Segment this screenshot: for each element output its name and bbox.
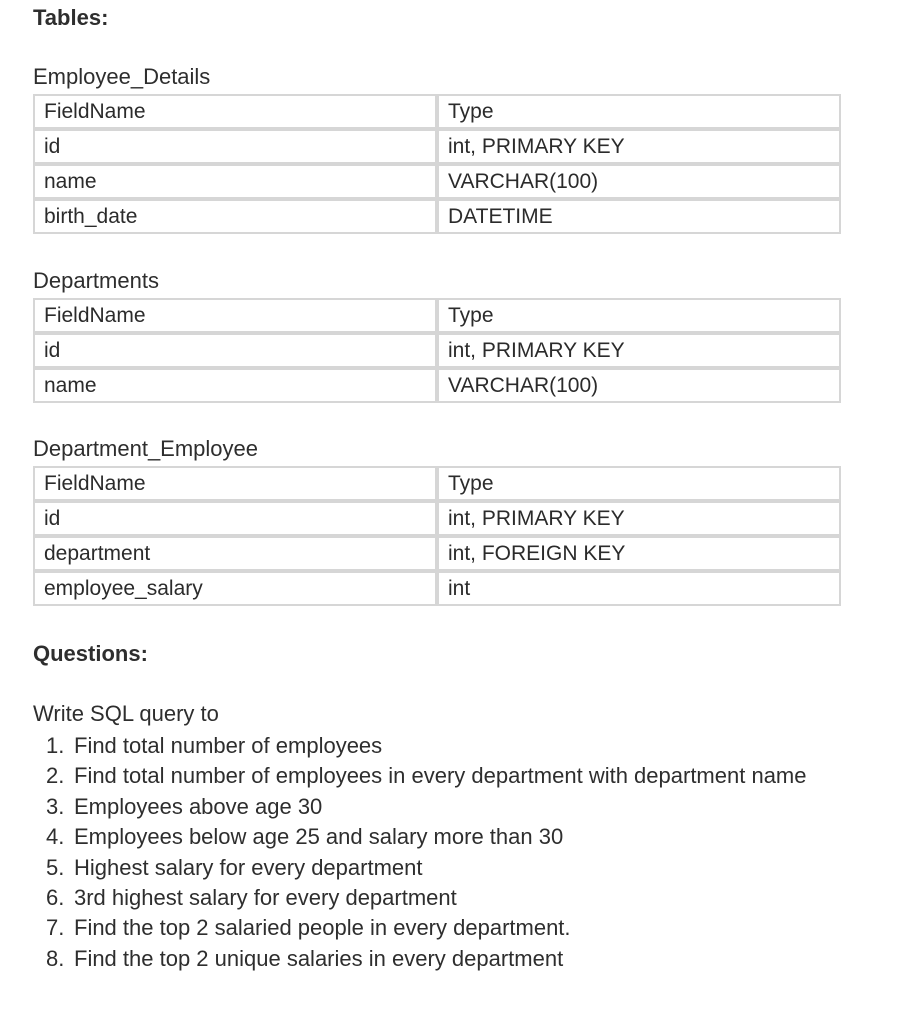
field-name-cell: name: [33, 164, 437, 199]
field-name-cell: birth_date: [33, 199, 437, 234]
list-item-text: Find total number of employees in every department with department name: [74, 763, 807, 789]
list-item: [33, 731, 863, 761]
list-item-text: Employees above age 30: [74, 793, 323, 819]
departments-table-block: [33, 268, 835, 403]
column-header-type: Type: [437, 466, 841, 501]
table-row: [33, 199, 841, 234]
list-item-number: 1.: [46, 733, 65, 758]
departments-table: [33, 298, 841, 403]
column-header-fieldname: FieldName: [33, 298, 437, 333]
field-type-cell: VARCHAR(100): [437, 368, 841, 403]
field-name-cell: name: [33, 368, 437, 403]
tables-heading: Tables:: [33, 5, 109, 30]
employee-details-table-block: [33, 64, 835, 234]
column-header-type: Type: [437, 94, 841, 129]
list-item-number: 2.: [46, 763, 65, 789]
list-item-number: 4.: [46, 824, 65, 850]
list-item: [33, 913, 863, 943]
questions-list: [33, 731, 863, 974]
table-title: Employee_Details: [33, 64, 211, 89]
field-type-cell: int, FOREIGN KEY: [437, 536, 841, 571]
field-type-cell: int, PRIMARY KEY: [437, 129, 841, 164]
table-header-row: [33, 94, 841, 129]
column-header-fieldname: FieldName: [33, 466, 437, 501]
field-type-cell: VARCHAR(100): [437, 164, 841, 199]
table-row: [33, 129, 841, 164]
table-row: [33, 164, 841, 199]
table-header-row: [33, 466, 841, 501]
field-name-cell: department: [33, 536, 437, 571]
list-item-number: 7.: [46, 915, 65, 941]
field-name-cell: id: [33, 501, 437, 536]
list-item-text: Find the top 2 unique salaries in every department: [74, 945, 564, 971]
field-name-cell: employee_salary: [33, 571, 437, 606]
field-type-cell: int, PRIMARY KEY: [437, 501, 841, 536]
list-item-number: 6.: [46, 885, 65, 911]
table-row: [33, 333, 841, 368]
questions-heading: Questions:: [33, 641, 148, 666]
list-item: [33, 792, 863, 822]
table-row: [33, 571, 841, 606]
list-item: [33, 761, 863, 791]
list-item-text: Find the top 2 salaried people in every department.: [74, 915, 571, 941]
list-item-number: 3.: [46, 793, 65, 819]
column-header-fieldname: FieldName: [33, 94, 437, 129]
column-header-type: Type: [437, 298, 841, 333]
table-row: [33, 536, 841, 571]
list-item-text: Employees below age 25 and salary more than 30: [74, 824, 564, 850]
field-type-cell: int, PRIMARY KEY: [437, 333, 841, 368]
list-item: [33, 853, 863, 883]
list-item: [33, 822, 863, 852]
table-header-row: [33, 298, 841, 333]
list-item: [33, 944, 863, 974]
table-row: [33, 368, 841, 403]
field-name-cell: id: [33, 333, 437, 368]
list-item-text: Highest salary for every department: [74, 854, 423, 880]
table-title: Department_Employee: [33, 436, 259, 461]
list-item: [33, 883, 863, 913]
list-item-number: 5.: [46, 854, 65, 880]
department-employee-table-block: [33, 436, 835, 606]
list-item-text: Find total number of employees: [74, 733, 383, 758]
list-item-number: 8.: [46, 945, 65, 971]
questions-intro: Write SQL query to: [33, 701, 219, 726]
field-type-cell: int: [437, 571, 841, 606]
table-row: [33, 501, 841, 536]
list-item-text: 3rd highest salary for every department: [74, 885, 457, 911]
field-name-cell: id: [33, 129, 437, 164]
table-title: Departments: [33, 268, 159, 293]
employee-details-table: [33, 94, 841, 234]
field-type-cell: DATETIME: [437, 199, 841, 234]
department-employee-table: [33, 466, 841, 606]
